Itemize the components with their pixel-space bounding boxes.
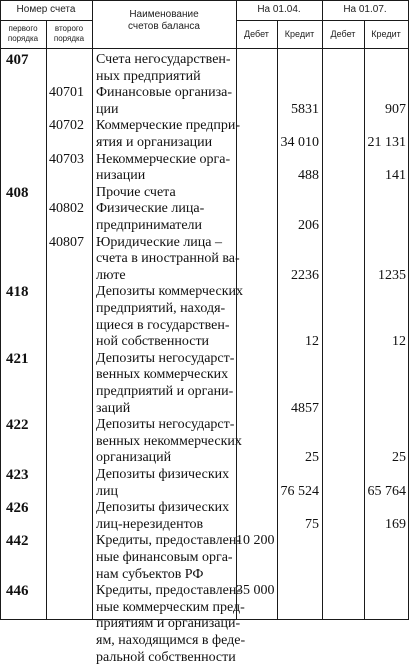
header-account-name-line1: Наименование (129, 9, 199, 20)
account-name-line: предприятий, находя- (96, 301, 226, 316)
account-name-line: ной собственности (96, 334, 210, 350)
credit-0107-value: 12 (392, 334, 406, 350)
account-name-line: нам субъектов РФ (96, 566, 204, 582)
account-name-line: организаций (96, 450, 172, 466)
account-name-line: низации (96, 168, 146, 184)
header-first-order (0, 24, 46, 44)
account-name-line: Депозиты негосударст- (96, 350, 235, 366)
credit-0107-value: 1235 (378, 267, 406, 283)
col-divider-left (0, 0, 1, 620)
account-name-line: Юридические лица – (96, 234, 223, 250)
account-code-second-order: 40807 (49, 234, 84, 250)
account-code-second-order: 40701 (49, 85, 84, 101)
account-code-first-order: 421 (6, 350, 29, 367)
account-name-line: Счета негосударствен- (96, 52, 231, 67)
account-name-line: счета в иностранной ва- (96, 251, 240, 267)
account-code-first-order: 422 (6, 417, 29, 434)
account-name-line: заций (96, 400, 131, 416)
account-name-line: приятиям и организаци- (96, 616, 241, 632)
header-period1: На 01.04. (257, 4, 301, 15)
header-second-order (46, 24, 92, 44)
account-name-line: ральной собственности (96, 649, 236, 665)
account-code-second-order: 40703 (49, 151, 84, 167)
header-credit2: Кредит (371, 29, 401, 39)
credit-0104-value: 12 (305, 334, 319, 350)
account-name-line: предприятий и органи- (96, 384, 234, 399)
credit-0104-value: 2236 (291, 267, 319, 283)
debit-0104-value: 10 200 (236, 533, 275, 549)
credit-0104-value: 4857 (291, 400, 319, 416)
credit-0107-value: 65 764 (367, 483, 406, 499)
header-debit2: Дебет (330, 29, 356, 39)
account-name-line: Депозиты коммерческих (96, 284, 243, 300)
account-name-line: Кредиты, предоставлен- (96, 533, 241, 549)
account-name-line: ции (96, 101, 119, 117)
credit-0107-value: 169 (385, 516, 406, 532)
header-period2: На 01.07. (343, 4, 387, 15)
col-divider-code (46, 20, 47, 620)
account-code-second-order: 40702 (49, 118, 84, 134)
header-credit1: Кредит (284, 29, 315, 39)
credit-0107-value: 21 131 (367, 135, 406, 150)
col-divider-period1 (236, 0, 237, 620)
header-second-order-line2: порядка (53, 34, 85, 43)
header-debit1: Дебет (244, 29, 269, 39)
header-first-order-line2: порядка (7, 34, 39, 43)
account-name-line: лиц-нерезидентов (96, 516, 204, 532)
credit-0104-value: 75 (305, 516, 319, 532)
account-name-line: люте (96, 267, 126, 283)
col-divider-period2 (322, 0, 323, 620)
account-name-line: ям, находящимся в феде- (96, 633, 246, 648)
header-first-order-line1: первого (8, 24, 38, 33)
account-name-line: Прочие счета (96, 184, 176, 200)
account-name-line: Депозиты негосударст- (96, 417, 235, 433)
credit-0104-value: 206 (298, 218, 319, 233)
account-code-first-order: 426 (6, 500, 29, 517)
account-name-line: Коммерческие предпри- (96, 118, 241, 134)
header-account-name-line2: счетов баланса (128, 21, 200, 32)
account-name-line: венных коммерческих (96, 367, 229, 383)
credit-0104-value: 488 (298, 168, 319, 184)
credit-0104-value: 25 (305, 450, 319, 466)
account-code-first-order: 407 (6, 52, 29, 68)
account-name-line: ных предприятий (96, 68, 201, 84)
account-code-first-order: 408 (6, 184, 29, 201)
account-name-line: венных некоммерческих (96, 433, 242, 449)
account-name-line: щиеся в государствен- (96, 317, 230, 333)
account-name-line: Финансовые организа- (96, 85, 233, 101)
credit-0107-value: 907 (385, 101, 406, 117)
account-name-line: Кредиты, предоставлен- (96, 583, 241, 599)
header-account-name (92, 9, 236, 33)
credit-0104-value: 76 524 (280, 483, 319, 499)
account-code-second-order: 40802 (49, 201, 84, 217)
credit-0104-value: 34 010 (280, 135, 319, 150)
header-bottom-border (0, 48, 409, 49)
account-code-first-order: 442 (6, 533, 29, 550)
debit-0104-value: 35 000 (236, 583, 275, 599)
account-code-first-order: 446 (6, 583, 29, 600)
account-code-first-order: 423 (6, 467, 29, 483)
col-divider-name (92, 0, 93, 620)
account-name-line: ные финансовым орга- (96, 550, 233, 565)
account-name-line: Некоммерческие орга- (96, 151, 231, 167)
credit-0107-value: 141 (385, 168, 406, 184)
account-name-line: Депозиты физических (96, 500, 230, 516)
account-name-line: предприниматели (96, 218, 203, 233)
account-name-line: ные коммерческим пред- (96, 599, 245, 615)
account-name-line: лиц (96, 483, 118, 499)
header-second-order-line1: второго (54, 24, 84, 33)
credit-0107-value: 25 (392, 450, 406, 466)
account-code-first-order: 418 (6, 284, 29, 301)
credit-0104-value: 5831 (291, 101, 319, 117)
account-name-line: Физические лица- (96, 201, 205, 217)
account-name-line: Депозиты физических (96, 467, 230, 482)
header-account-number: Номер счета (16, 4, 76, 15)
table-top-border (0, 0, 409, 1)
account-name-line: ятия и организации (96, 135, 213, 150)
